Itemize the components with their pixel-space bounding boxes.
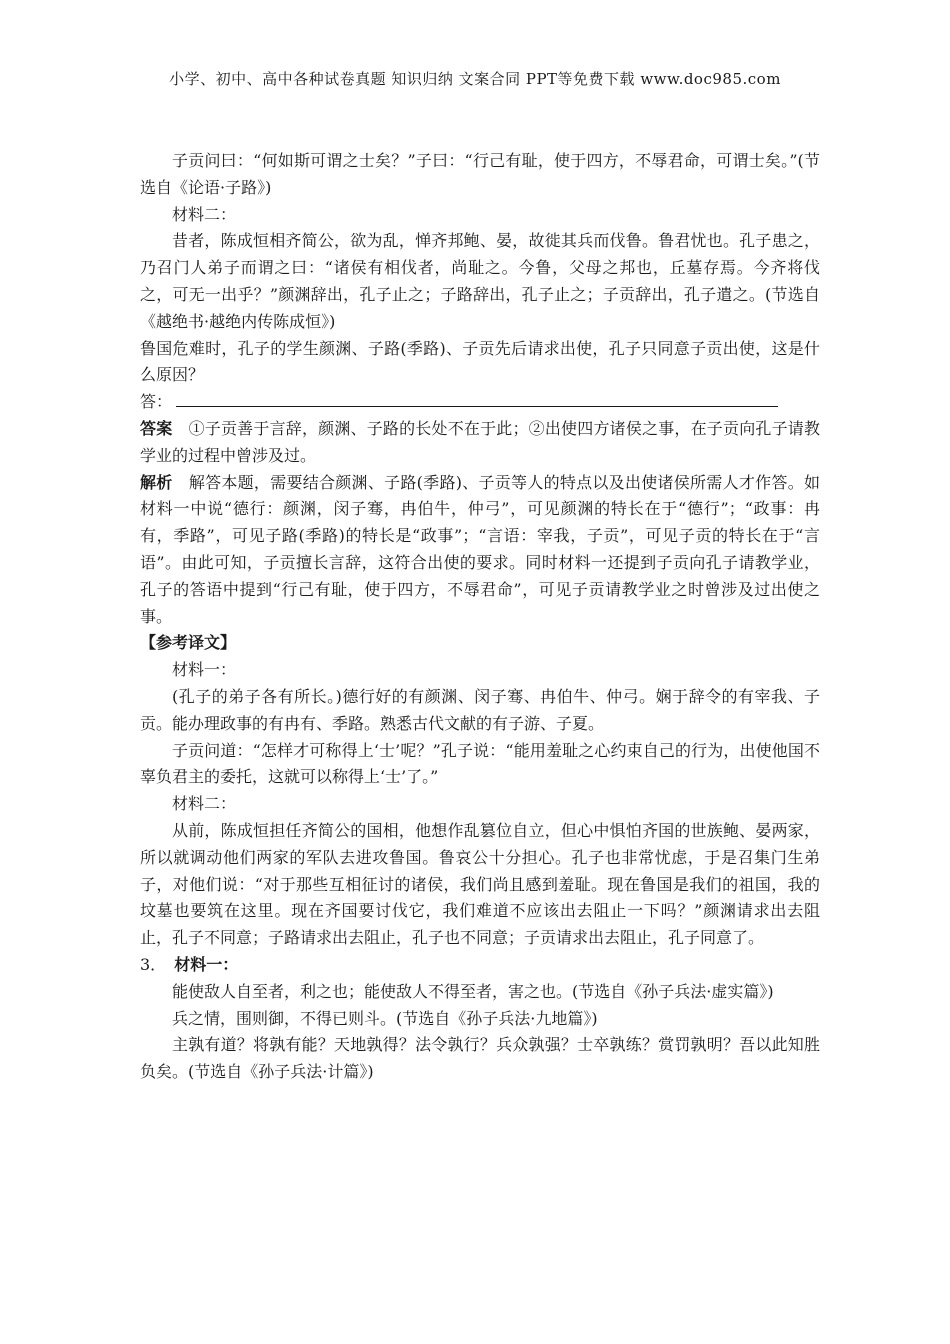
translation-paragraph-1: (孔子的弟子各有所长。)德行好的有颜渊、闵子骞、冉伯牛、仲弓。娴于辞令的有宰我、子贡。能办理政事的有冉有、季路。熟悉古代文献的有子游、子夏。 bbox=[140, 686, 820, 733]
analysis-text: 解答本题，需要结合颜渊、子路(季路)、子贡等人的特点以及出使诸侯所需人才作答。如材料一中说“德行：颜渊，闵子骞，冉伯牛，仲弓”，可见颜渊的特长在于“德行”；“政事：冉有，季路”，可见子路(季路)的特长是“政事”；“言语：宰我，子贡”，可见子贡的特长在于“言语”。由此可知，子贡擅长言辞，这符合出使的要求。同时材料一还提到子贡向孔子请教学业，孔子的答语中提到“行己有耻，使于四方，不辱君命”，可见子贡请教学业之时曾涉及过出使之事。 bbox=[140, 472, 820, 626]
translation-material-one-heading: 材料一： bbox=[172, 660, 237, 680]
answer-label: 答案 bbox=[140, 418, 173, 438]
translation-material-two-heading: 材料二： bbox=[172, 794, 237, 814]
answer-line-row bbox=[140, 389, 820, 416]
question-three-material-one: 材料一： bbox=[174, 954, 239, 974]
sunzi-paragraph-2: 兵之情，围则御，不得已则斗。(节选自《孙子兵法·九地篇》) bbox=[172, 1008, 598, 1028]
translation-paragraph-2: 子贡问道：“怎样才可称得上‘士’呢？”孔子说：“能用羞耻之心约束自己的行为，出使他国不辜负君主的委托，这就可以称得上‘士’了。” bbox=[140, 740, 820, 787]
answer-prompt: 答： bbox=[140, 392, 173, 412]
answer-paragraph bbox=[140, 416, 820, 470]
document-body bbox=[140, 148, 820, 1086]
translation-paragraph-3: 从前，陈成恒担任齐简公的国相，他想作乱篡位自立，但心中惧怕齐国的世族鲍、晏两家，所以就调动他们两家的军队去进攻鲁国。鲁哀公十分担心。孔子也非常忧虑，于是召集门生弟子，对他们说：“对于那些互相征讨的诸侯，我们尚且感到羞耻。现在鲁国是我们的祖国，我的坟墓也要筑在这里。现在齐国要讨伐它，我们难道不应该出去阻止一下吗？”颜渊请求出去阻止，孔子不同意；子路请求出去阻止，孔子也不同意；子贡请求出去阻止，孔子同意了。 bbox=[140, 820, 820, 948]
sunzi-paragraph-3: 主孰有道？将孰有能？天地孰得？法令孰行？兵众孰强？士卒孰练？赏罚孰明？吾以此知胜负矣。(节选自《孙子兵法·计篇》) bbox=[140, 1035, 820, 1082]
sunzi-paragraph-1: 能使敌人自至者，利之也；能使敌人不得至者，害之也。(节选自《孙子兵法·虚实篇》) bbox=[172, 981, 774, 1001]
question-text: 鲁国危难时，孔子的学生颜渊、子路(季路)、子贡先后请求出使，孔子只同意子贡出使，这是什么原因？ bbox=[140, 338, 820, 385]
answer-text: ①子贡善于言辞，颜渊、子路的长处不在于此；②出使四方诸侯之事，在子贡向孔子请教学业的过程中曾涉及过。 bbox=[140, 418, 820, 465]
analysis-label: 解析 bbox=[140, 472, 173, 492]
answer-blank-line bbox=[176, 391, 778, 407]
paragraph-lunyu: 子贡问曰：“何如斯可谓之士矣？”子曰：“行己有耻，使于四方，不辱君命，可谓士矣。”(节选自《论语·子路》) bbox=[140, 151, 820, 197]
question-three-heading bbox=[140, 952, 820, 979]
analysis-paragraph bbox=[140, 470, 820, 631]
material-two-heading: 材料二： bbox=[172, 204, 237, 224]
question-number: 3． bbox=[140, 954, 159, 974]
paragraph-yuejueshu: 昔者，陈成恒相齐简公，欲为乱，惮齐邦鲍、晏，故徙其兵而伐鲁。鲁君忧也。孔子患之，乃召门人弟子而谓之曰：“诸侯有相伐者，尚耻之。今鲁，父母之邦也，丘墓存焉。今齐将伐之，可无一出乎？”颜渊辞出，孔子止之；子路辞出，孔子止之；子贡辞出，孔子遣之。(节选自《越绝书·越绝内传陈成恒》) bbox=[140, 231, 820, 331]
reference-translation-title: 【参考译文】 bbox=[140, 633, 237, 653]
page-header: 小学、初中、高中各种试卷真题 知识归纳 文案合同 PPT等免费下载 www.doc985.com bbox=[169, 70, 781, 88]
